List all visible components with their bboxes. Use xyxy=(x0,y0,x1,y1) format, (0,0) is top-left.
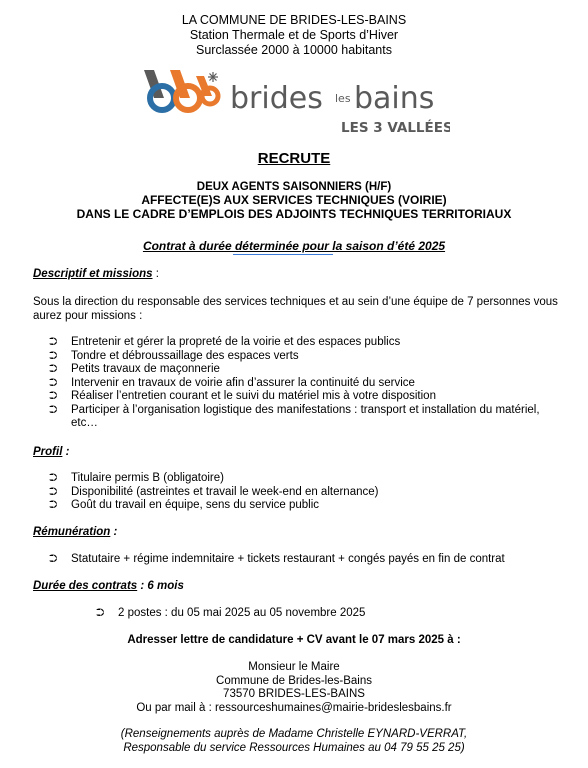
duree-heading-row xyxy=(33,580,563,594)
list-item: ⮊ Participer à l’organisation logistique des manifestations : transport et installation du matériel, etc… xyxy=(49,403,540,429)
spellcheck-underline xyxy=(233,254,333,255)
list-item: ⮊ Goût du travail en équipe, sens du service public xyxy=(49,499,320,511)
footer-line-1: (Renseignements auprès de Madame Christelle EYNARD-VERRAT, xyxy=(120,728,468,740)
address-line-3: 73570 BRIDES-LES-BAINS xyxy=(223,688,365,700)
arrow-right-icon: ⮊ xyxy=(49,485,58,498)
address-block xyxy=(0,661,588,715)
header-line-1: LA COMMUNE DE BRIDES-LES-BAINS xyxy=(181,13,407,27)
job-line-1: DEUX AGENTS SAISONNIERS (H/F) xyxy=(196,181,392,193)
brides-les-bains-logo xyxy=(140,68,450,138)
header-commune xyxy=(0,13,588,58)
list-item: ⮊ Statutaire + régime indemnitaire + tickets restaurant + congés payés en fin de contrat xyxy=(49,553,505,565)
list-item: ⮊ Titulaire permis B (obligatoire) xyxy=(49,472,224,484)
duree-suffix: : 6 mois xyxy=(137,580,184,592)
logo-text-brides: brides xyxy=(230,81,323,116)
list-item: ⮊ 2 postes : du 05 mai 2025 au 05 novembre 2025 xyxy=(96,607,366,619)
header-line-3: Surclassée 2000 à 10000 habitants xyxy=(196,43,392,57)
arrow-right-icon: ⮊ xyxy=(49,403,58,416)
arrow-right-icon: ⮊ xyxy=(49,363,58,375)
snowflake-icon xyxy=(208,72,218,82)
arrow-right-icon: ⮊ xyxy=(49,553,58,565)
remuneration-heading: Rémunération xyxy=(33,526,111,538)
logo-subtitle: LES 3 VALLÉES xyxy=(341,120,450,136)
footer-info xyxy=(0,728,588,755)
descriptif-section xyxy=(33,268,563,282)
descriptif-suffix: : xyxy=(152,268,159,280)
arrow-right-icon: ⮊ xyxy=(49,472,58,484)
list-item: ⮊ Tondre et débroussaillage des espaces verts xyxy=(49,349,299,362)
duree-heading: Durée des contrats xyxy=(33,580,138,592)
contract-text: Contrat à durée déterminée pour la saison d’été 2025 xyxy=(142,239,446,253)
logo-text-les: les xyxy=(335,92,351,105)
footer-line-2: Responsable du service Ressources Humaines au 04 79 55 25 25) xyxy=(123,741,465,754)
missions-list xyxy=(33,336,563,431)
logo-mark-icon xyxy=(140,68,450,138)
address-line-1: Monsieur le Maire xyxy=(248,661,340,673)
job-line-3: DANS LE CADRE D’EMPLOIS DES ADJOINTS TECHNIQUES TERRITORIAUX xyxy=(76,207,512,221)
duree-list xyxy=(80,607,588,621)
profil-heading: Profil xyxy=(33,446,63,458)
list-item: ⮊ Entretenir et gérer la propreté de la voirie et des espaces publics xyxy=(49,336,401,348)
list-item: ⮊ Réaliser l’entretien courant et le suivi du matériel mis à votre disposition xyxy=(49,390,436,402)
list-item: ⮊ Intervenir en travaux de voirie afin d’assurer la continuité du service xyxy=(49,376,415,389)
profil-suffix: : xyxy=(62,446,70,458)
address-line-2: Commune de Brides-les-Bains xyxy=(216,674,372,687)
list-item: ⮊ Disponibilité (astreintes et travail le week-end en alternance) xyxy=(49,485,379,498)
remuneration-list xyxy=(33,553,563,567)
list-item: ⮊ Petits travaux de maçonnerie xyxy=(49,363,220,375)
arrow-right-icon: ⮊ xyxy=(49,499,58,511)
descriptif-heading-row xyxy=(33,268,563,282)
job-line-2: AFFECTE(E)S AUX SERVICES TECHNIQUES (VOIRIE) xyxy=(141,193,447,207)
arrow-right-icon: ⮊ xyxy=(49,336,58,348)
profil-list xyxy=(33,472,563,513)
descriptif-intro: Sous la direction du responsable des services techniques et au sein d’une équipe de 7 personnes vous aurez pour missions : xyxy=(33,296,558,322)
contract-line xyxy=(0,239,588,253)
arrow-right-icon: ⮊ xyxy=(49,376,58,389)
remuneration-heading-row xyxy=(33,526,563,540)
header-line-2: Station Thermale et de Sports d’Hiver xyxy=(189,28,399,42)
arrow-right-icon: ⮊ xyxy=(49,390,58,402)
descriptif-heading: Descriptif et missions xyxy=(33,268,153,280)
arrow-right-icon: ⮊ xyxy=(96,607,105,619)
apply-line: Adresser lettre de candidature + CV avant le 07 mars 2025 à : xyxy=(127,634,461,646)
address-line-4: Ou par mail à : ressourceshumaines@mairie-brideslesbains.fr xyxy=(136,701,452,714)
logo-text-bains: bains xyxy=(354,81,435,116)
page-title: RECRUTE xyxy=(257,150,331,167)
remuneration-suffix: : xyxy=(110,526,118,538)
arrow-right-icon: ⮊ xyxy=(49,349,58,362)
profil-heading-row xyxy=(33,446,563,460)
